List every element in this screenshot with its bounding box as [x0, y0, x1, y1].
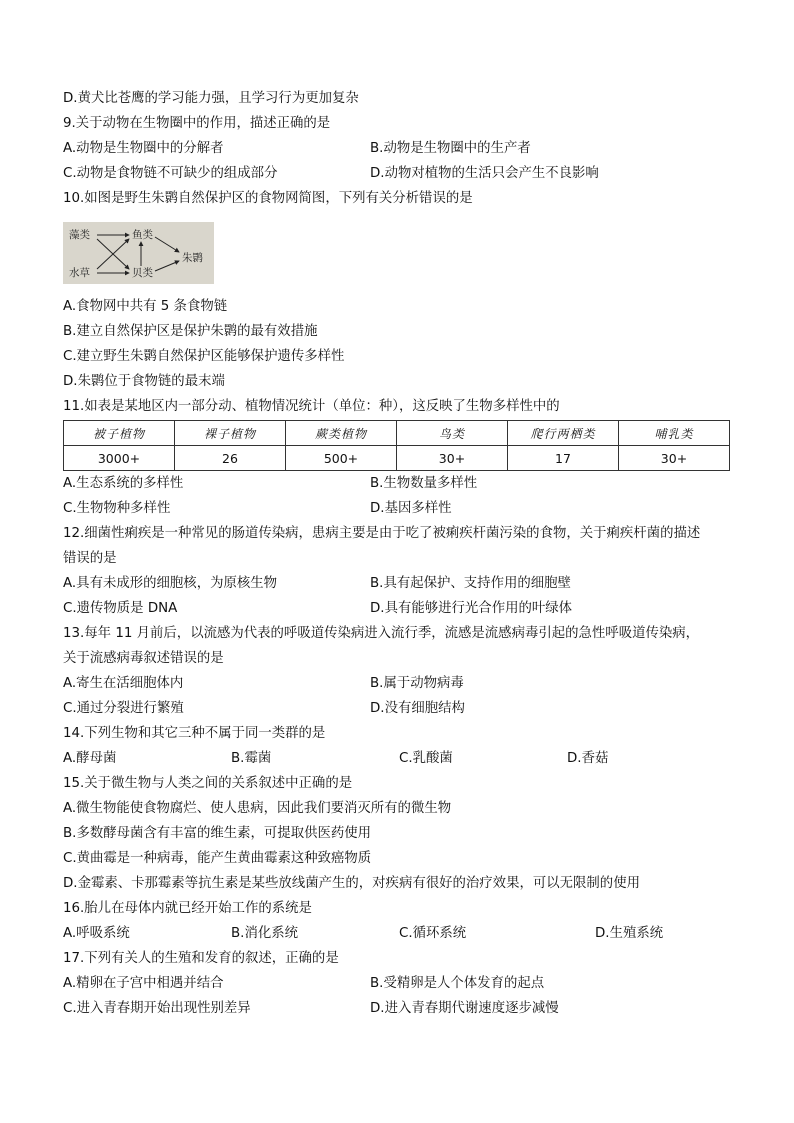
table-cell: 500+: [286, 446, 397, 471]
question-14-option-b: B.霉菌: [231, 751, 272, 766]
table-header-cell: 被子植物: [64, 421, 175, 446]
question-14-option-c: C.乳酸菌: [399, 751, 453, 766]
question-13-option-a: A.寄生在活细胞体内: [63, 676, 184, 691]
question-10-stem: 10.如图是野生朱鹮自然保护区的食物网简图，下列有关分析错误的是: [63, 191, 473, 206]
question-9-option-c: C.动物是食物链不可缺少的组成部分: [63, 166, 278, 181]
species-table-value-row: [64, 446, 730, 471]
table-header-cell: 裸子植物: [175, 421, 286, 446]
question-10-option-d: D.朱鹮位于食物链的最末端: [63, 374, 225, 389]
question-9-option-d: D.动物对植物的生活只会产生不良影响: [370, 166, 599, 181]
question-12-option-d: D.具有能够进行光合作用的叶绿体: [370, 601, 573, 616]
question-12-option-b: B.具有起保护、支持作用的细胞壁: [370, 576, 571, 591]
food-web-diagram: [63, 222, 214, 284]
question-14-stem: 14.下列生物和其它三种不属于同一类群的是: [63, 726, 326, 741]
question-15-option-a: A.微生物能使食物腐烂、使人患病，因此我们要消灭所有的微生物: [63, 801, 452, 816]
question-9-stem: 9.关于动物在生物圈中的作用，描述正确的是: [63, 116, 331, 131]
food-web-node-waterweed: 水草: [69, 267, 90, 279]
question-12-stem: 12.细菌性痢疾是一种常见的肠道传染病，患病主要是由于吃了被痢疾杆菌污染的食物，关于痢疾杆菌的描述: [63, 526, 701, 541]
arrow-fish-to-ibis: [155, 237, 179, 252]
question-16-option-d: D.生殖系统: [595, 926, 664, 941]
question-10-option-b: B.建立自然保护区是保护朱鹮的最有效措施: [63, 324, 318, 339]
table-cell: 3000+: [64, 446, 175, 471]
question-16-option-a: A.呼吸系统: [63, 926, 130, 941]
table-header-cell: 爬行两栖类: [508, 421, 619, 446]
question-12-stem-cont: 错误的是: [63, 551, 117, 566]
food-web-node-shellfish: 贝类: [132, 267, 153, 279]
question-17-stem: 17.下列有关人的生殖和发育的叙述，正确的是: [63, 951, 339, 966]
question-13-option-c: C.通过分裂进行繁殖: [63, 701, 184, 716]
table-header-cell: 鸟类: [397, 421, 508, 446]
question-15-stem: 15.关于微生物与人类之间的关系叙述中正确的是: [63, 776, 353, 791]
question-15-option-d: D.金霉素、卡那霉素等抗生素是某些放线菌产生的，对疾病有很好的治疗效果，可以无限制的使用: [63, 876, 640, 891]
question-13-option-d: D.没有细胞结构: [370, 701, 465, 716]
food-web-node-ibis: 朱鹮: [182, 252, 203, 264]
table-header-cell: 蕨类植物: [286, 421, 397, 446]
table-header-cell: 哺乳类: [619, 421, 730, 446]
species-table: [63, 420, 730, 471]
question-17-option-c: C.进入青春期开始出现性别差异: [63, 1001, 251, 1016]
question-11-option-a: A.生态系统的多样性: [63, 476, 184, 491]
question-16-option-c: C.循环系统: [399, 926, 467, 941]
table-cell: 17: [508, 446, 619, 471]
table-cell: 30+: [397, 446, 508, 471]
table-cell: 30+: [619, 446, 730, 471]
food-web-node-fish: 鱼类: [132, 229, 153, 241]
table-cell: 26: [175, 446, 286, 471]
food-web-node-algae: 藻类: [69, 229, 90, 241]
question-11-option-d: D.基因多样性: [370, 501, 452, 516]
question-14-option-a: A.酵母菌: [63, 751, 117, 766]
question-15-option-b: B.多数酵母菌含有丰富的维生素，可提取供医药使用: [63, 826, 372, 841]
question-17-option-d: D.进入青春期代谢速度逐步减慢: [370, 1001, 559, 1016]
question-9-option-b: B.动物是生物圈中的生产者: [370, 141, 531, 156]
species-table-header-row: [64, 421, 730, 446]
question-16-option-b: B.消化系统: [231, 926, 299, 941]
question-8-option-d: D.黄犬比苍鹰的学习能力强，且学习行为更加复杂: [63, 91, 359, 106]
question-10-option-a: A.食物网中共有 5 条食物链: [63, 299, 228, 314]
question-12-option-a: A.具有未成形的细胞核，为原核生物: [63, 576, 278, 591]
question-14-option-d: D.香菇: [567, 751, 609, 766]
question-10-option-c: C.建立野生朱鹮自然保护区能够保护遗传多样性: [63, 349, 345, 364]
question-13-option-b: B.属于动物病毒: [370, 676, 464, 691]
question-17-option-b: B.受精卵是人个体发育的起点: [370, 976, 545, 991]
question-13-stem-cont: 关于流感病毒叙述错误的是: [63, 651, 224, 666]
question-16-stem: 16.胎儿在母体内就已经开始工作的系统是: [63, 901, 312, 916]
arrow-shellfish-to-ibis: [155, 261, 179, 271]
question-12-option-c: C.遗传物质是 DNA: [63, 601, 178, 616]
question-9-option-a: A.动物是生物圈中的分解者: [63, 141, 224, 156]
question-13-stem: 13.每年 11 月前后，以流感为代表的呼吸道传染病进入流行季，流感是流感病毒引起的急性呼吸道传染病，: [63, 626, 700, 641]
question-17-option-a: A.精卵在子宫中相遇并结合: [63, 976, 224, 991]
question-11-option-b: B.生物数量多样性: [370, 476, 478, 491]
question-11-option-c: C.生物物种多样性: [63, 501, 171, 516]
question-15-option-c: C.黄曲霉是一种病毒，能产生黄曲霉素这种致癌物质: [63, 851, 372, 866]
question-11-stem: 11.如表是某地区内一部分动、植物情况统计（单位：种），这反映了生物多样性中的: [63, 399, 560, 414]
